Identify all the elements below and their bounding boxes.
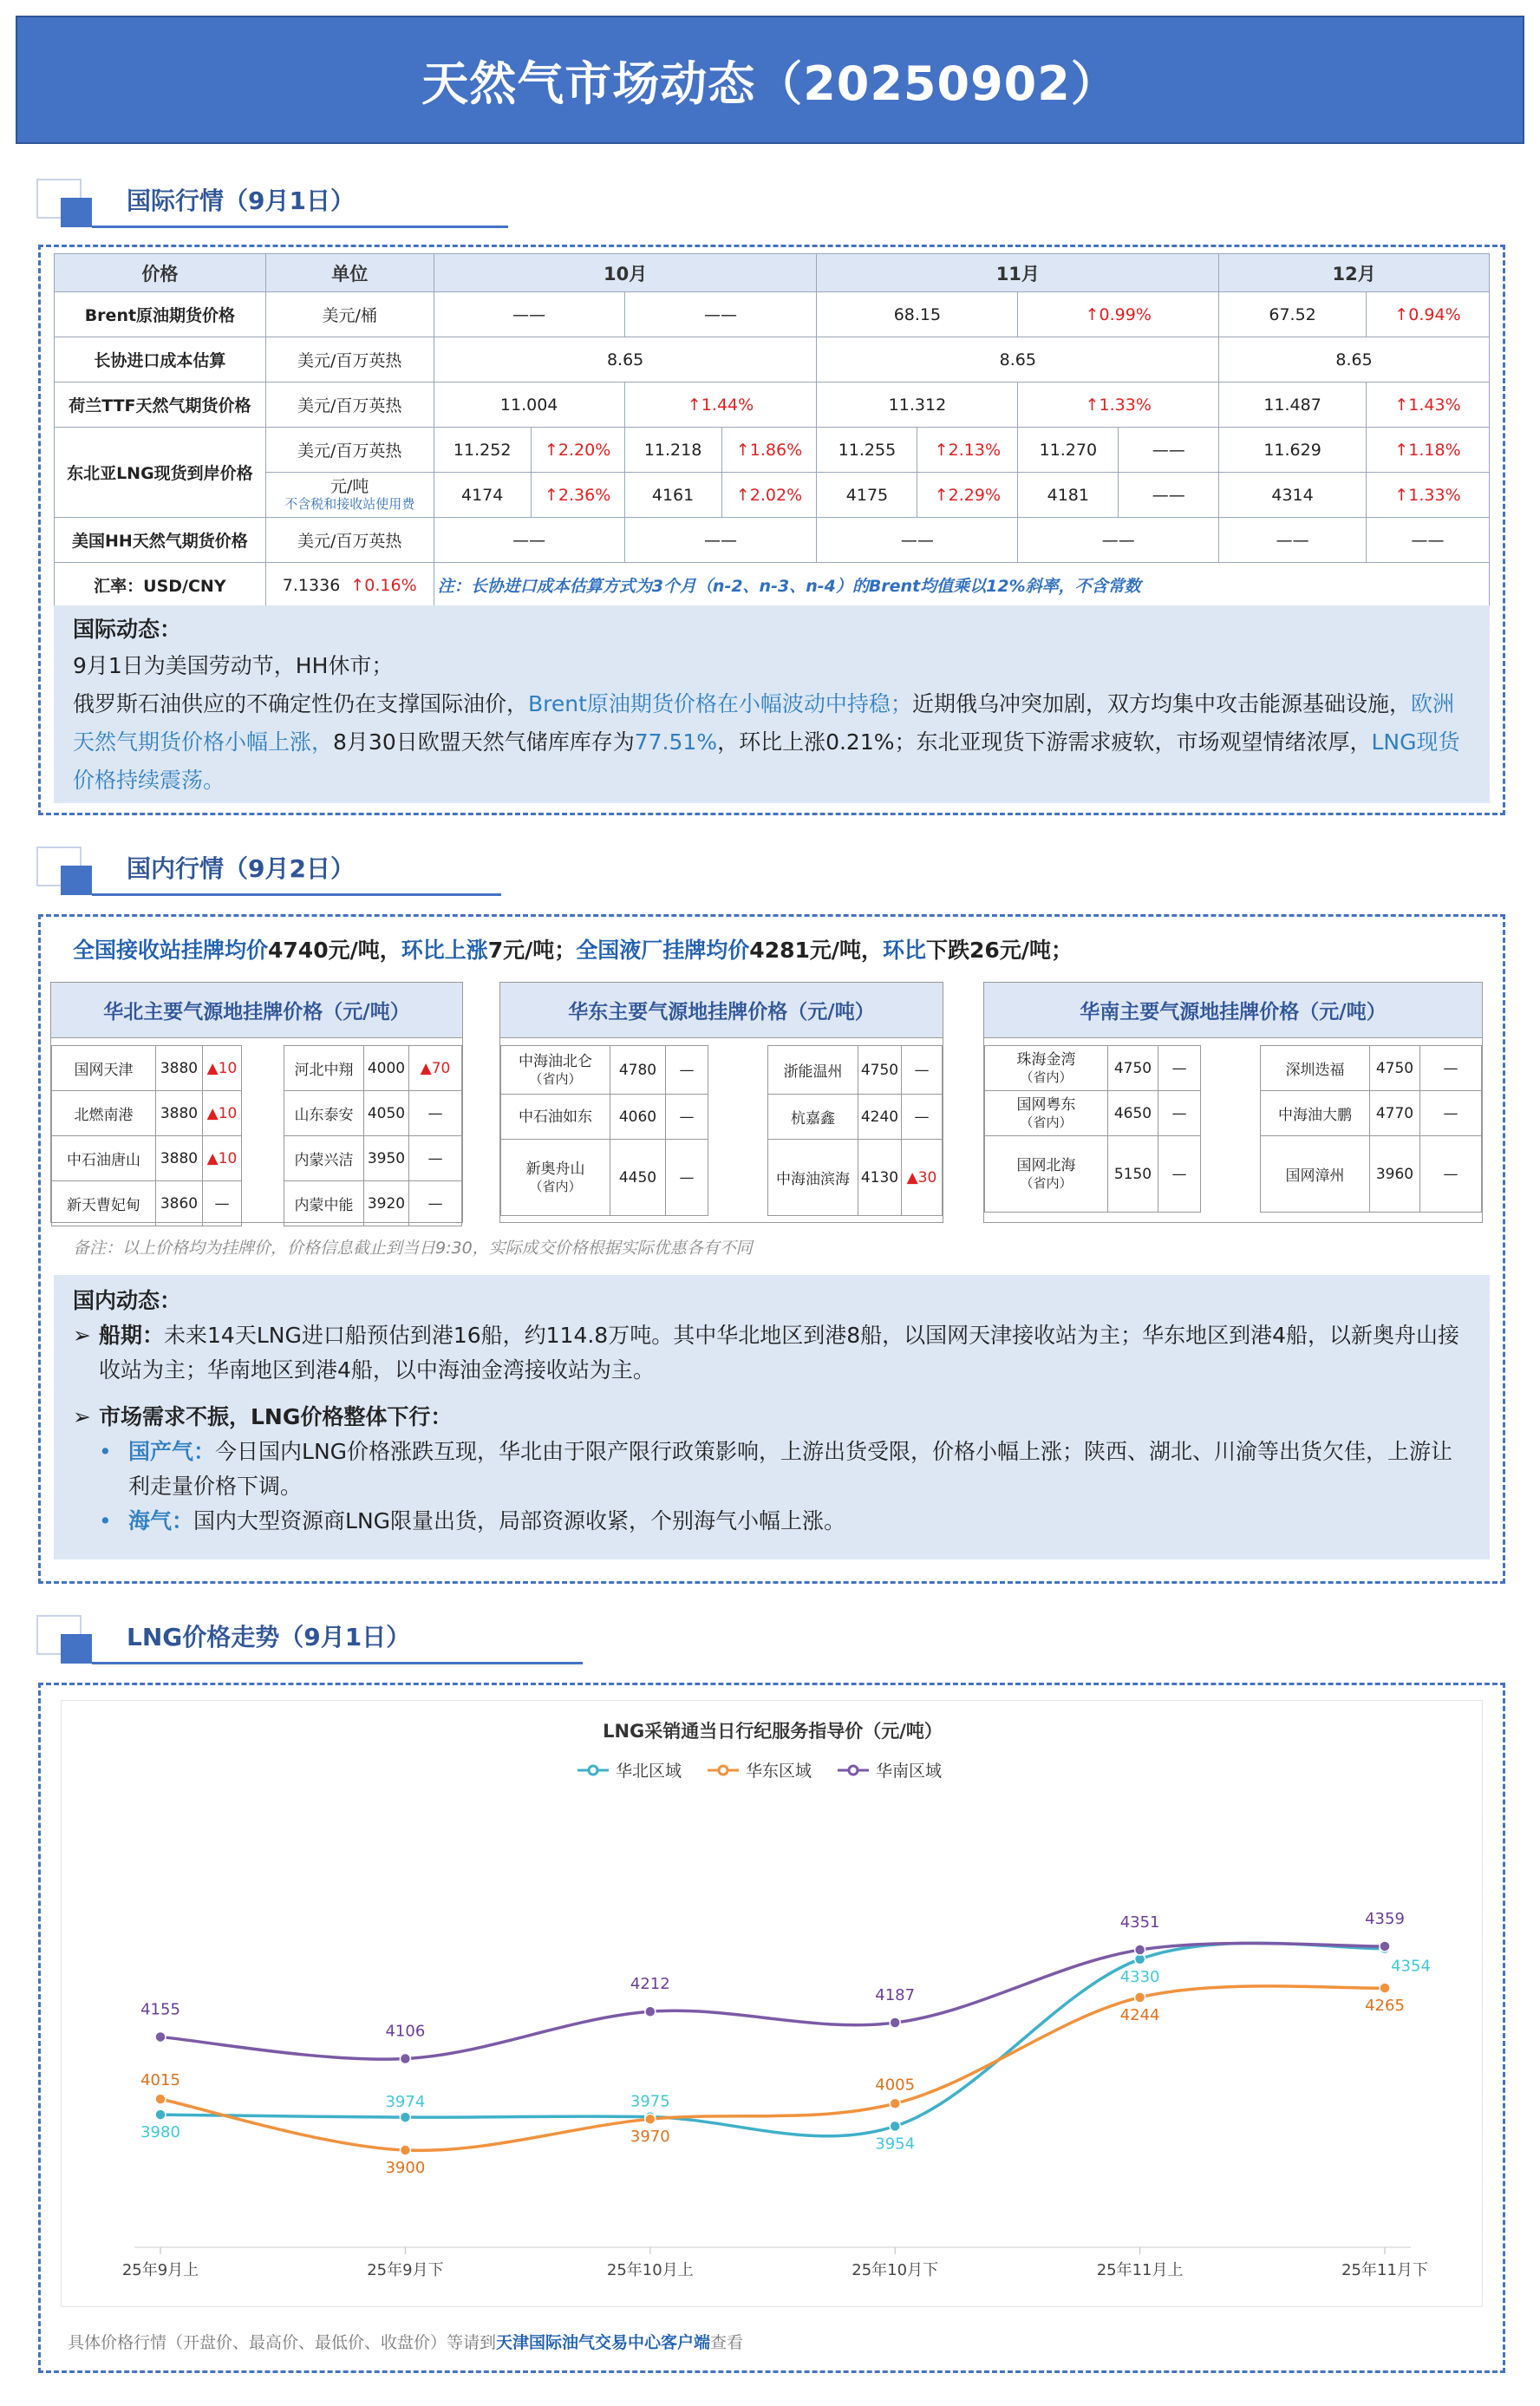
source-row — [768, 1095, 943, 1140]
source-change: — — [1158, 1136, 1201, 1213]
source-price: 4130 — [858, 1140, 902, 1216]
source-price: 4750 — [1108, 1046, 1158, 1091]
data-label: 3980 — [140, 2123, 180, 2142]
lng-price-chart — [61, 1700, 1483, 2307]
source-change: — — [1420, 1046, 1482, 1091]
source-change: — — [1420, 1091, 1482, 1136]
source-change: — — [409, 1181, 462, 1226]
source-price: 4240 — [858, 1095, 902, 1140]
legend-label: 华北区域 — [616, 1762, 682, 1781]
source-row — [501, 1095, 708, 1140]
data-point — [400, 2145, 410, 2155]
source-change: — — [902, 1046, 943, 1095]
region-north: 华北主要气源地挂牌价格（元/吨） 国网天津 3880 ▲10 北燃南港 3880 ▲10 中石油唐山 3880 ▲10 新天曹妃甸 3860 — 河北中翔 4000 ▲70 山东泰安 4050 — 内蒙兴洁 3950 — 内蒙中能 3920 — — [50, 982, 463, 1223]
series-line — [160, 1943, 1385, 2059]
x-tick-label: 25年11月上 — [1096, 2261, 1184, 2279]
source-change: — — [666, 1140, 708, 1216]
source-name: 新天曹妃甸 — [52, 1181, 156, 1226]
data-point — [1380, 1941, 1390, 1952]
data-label: 4359 — [1365, 1909, 1405, 1928]
data-label: 4005 — [875, 2076, 916, 2095]
data-point — [645, 2114, 656, 2124]
data-point — [155, 2109, 166, 2120]
data-point — [1380, 1983, 1390, 1993]
line-chart-svg — [62, 1701, 1484, 2308]
footer-note: 具体价格行情（开盘价、最高价、最低价、收盘价）等请到天津国际油气交易中心客户端查看 — [68, 2333, 744, 2352]
source-price: 4780 — [610, 1046, 666, 1095]
source-change: — — [666, 1095, 708, 1140]
source-price: 4750 — [1370, 1046, 1420, 1091]
source-name: 中石油唐山 — [52, 1136, 156, 1181]
source-change: ▲10 — [203, 1091, 242, 1136]
source-row — [985, 1046, 1201, 1091]
legend-label: 华东区域 — [746, 1762, 812, 1781]
data-label: 3974 — [385, 2093, 426, 2112]
source-row — [768, 1046, 943, 1095]
source-name: 中石油如东 — [501, 1095, 610, 1140]
x-tick-label: 25年9月下 — [367, 2261, 444, 2279]
source-name: 浙能温州 — [768, 1046, 858, 1095]
client-link[interactable]: 天津国际油气交易中心客户端 — [496, 2333, 711, 2352]
data-label: 4265 — [1365, 1997, 1405, 2016]
intl-price-table: 价格 单位 10月 11月 12月 Brent原油期货价格 美元/桶 —— —— 68.15 ↑0.99% 67.52 ↑0.94% 长协进口成本估算 美元/百万英热 8.65 8.65 8.65 荷兰TTF天然气期货价格 美元/百万英热 11.004 ↑1.44% 11.312 ↑1.33% 11.487 ↑1.43% 东北亚LNG现货到岸价格 美元/百万英热 11.252 ↑2.20% 11.218 ↑1.86% 11.255 ↑2.13% 11.270 —— 11.629 ↑1.18% 元/吨 不含税和接收站使用费 4174 ↑2.36% 4161 ↑2.02% 4175 ↑2.29% 4181 —— 4314 ↑1.33% 美国HH天然气期货价格 美元/百万英热 —— —— —— —— —— —— 汇率：USD/CNY 7.1336 ↑0.16% 注：长协进口成本估算方式为3个月（n-2、n-3、n-4）的Brent均值乘以12%斜率，不含常数 — [54, 253, 1490, 608]
source-row — [985, 1091, 1201, 1136]
source-row — [52, 1091, 242, 1136]
data-point — [645, 2006, 656, 2017]
source-name: 珠海金湾 （省内） — [985, 1046, 1108, 1091]
source-row — [1261, 1091, 1482, 1136]
source-change: — — [902, 1095, 943, 1140]
domestic-news: 国内动态： ➢ 船期：未来14天LNG进口船预估到港16船，约114.8万吨。其中华北地区到港8船，以国网天津接收站为主；华东地区到港4船，以新奥舟山接收站为主；华南地区到港4船，以中海油金湾接收站为主。 ➢ 市场需求不振，LNG价格整体下行： • 国产气：今日国内LNG价格涨跌互现，华北由于限产限行政策影响，上游出货受限，价格小幅上涨；陕西、湖北、川渝等出货欠佳，上游让利走量价格下调。 • 海气：国内大型资源商LNG限量出货，局部资源收紧，个别海气小幅上涨。 — [54, 1275, 1490, 1559]
chart-title: LNG采销通当日行纪服务指导价（元/吨） — [603, 1721, 943, 1742]
data-label: 4212 — [630, 1975, 670, 1994]
source-name: 山东泰安 — [284, 1091, 364, 1136]
source-name: 内蒙兴洁 — [284, 1136, 364, 1181]
data-point — [890, 2121, 900, 2131]
intl-news: 国际动态： 9月1日为美国劳动节，HH休市； 俄罗斯石油供应的不确定性仍在支撑国际油价，Brent原油期货价格在小幅波动中持稳；近期俄乌冲突加剧，双方均集中攻击能源基础设施，欧洲天然气期货价格小幅上涨，8月30日欧盟天然气储库库存为77.51%，环比上涨0.21%；东北亚现货下游需求疲软，市场观望情绪浓厚，LNG现货价格持续震荡。 — [54, 605, 1490, 803]
source-change: — — [409, 1136, 462, 1181]
data-label: 3900 — [385, 2159, 426, 2178]
source-price: 5150 — [1108, 1136, 1158, 1213]
x-tick-label: 25年11月下 — [1341, 2261, 1428, 2279]
domestic-summary: 全国接收站挂牌均价4740元/吨，环比上涨7元/吨；全国液厂挂牌均价4281元/吨，环比下跌26元/吨； — [73, 938, 1073, 963]
series-line — [160, 1943, 1385, 2136]
source-price: 3920 — [364, 1181, 409, 1226]
source-change: — — [1158, 1046, 1201, 1091]
source-price: 3880 — [156, 1046, 203, 1091]
data-label: 4330 — [1119, 1967, 1160, 1986]
source-name: 国网漳州 — [1261, 1136, 1370, 1213]
source-change: ▲10 — [203, 1136, 242, 1181]
source-price: 3860 — [156, 1181, 203, 1226]
data-label: 4244 — [1119, 2005, 1160, 2024]
region-south: 华南主要气源地挂牌价格（元/吨） 珠海金湾 （省内） 4750 — 国网粤东 （省内） 4650 — 国网北海 （省内） 5150 — 深圳迭福 4750 — 中海油大鹏 4770 — 国网漳州 3960 — — [983, 982, 1483, 1223]
source-change: ▲70 — [409, 1046, 462, 1091]
source-price: 4750 — [858, 1046, 902, 1095]
data-label: 3970 — [630, 2128, 670, 2147]
data-point — [1135, 1992, 1145, 2003]
source-row — [284, 1181, 462, 1226]
data-label: 4155 — [140, 2000, 180, 2019]
source-change: — — [409, 1091, 462, 1136]
source-name: 中海油大鹏 — [1261, 1091, 1370, 1136]
data-point — [890, 2017, 900, 2028]
source-row — [52, 1181, 242, 1226]
source-change: — — [666, 1046, 708, 1095]
source-price: 4060 — [610, 1095, 666, 1140]
source-name: 国网粤东 （省内） — [985, 1091, 1108, 1136]
source-row — [985, 1136, 1201, 1213]
source-row — [1261, 1046, 1482, 1091]
data-label: 4351 — [1119, 1913, 1160, 1932]
region-note: 备注：以上价格均为挂牌价，价格信息截止到当日9:30，实际成交价格根据实际优惠各有不同 — [73, 1239, 753, 1258]
source-change: ▲10 — [203, 1046, 242, 1091]
data-label: 4106 — [385, 2022, 426, 2041]
source-name: 内蒙中能 — [284, 1181, 364, 1226]
source-name: 国网北海 （省内） — [985, 1136, 1108, 1213]
source-price: 4450 — [610, 1140, 666, 1216]
data-label: 4015 — [140, 2071, 180, 2090]
legend-marker — [849, 1766, 858, 1775]
source-name: 中海油北仑 （省内） — [501, 1046, 610, 1095]
source-name: 国网天津 — [52, 1046, 156, 1091]
source-name: 中海油滨海 — [768, 1140, 858, 1216]
source-name: 河北中翔 — [284, 1046, 364, 1091]
legend-marker — [589, 1766, 597, 1775]
source-row — [501, 1140, 708, 1216]
source-price: 3880 — [156, 1091, 203, 1136]
source-price: 4050 — [364, 1091, 409, 1136]
source-row — [768, 1140, 943, 1216]
source-row — [284, 1136, 462, 1181]
data-point — [890, 2098, 900, 2109]
source-row — [284, 1091, 462, 1136]
source-price: 3960 — [1370, 1136, 1420, 1213]
source-row — [52, 1046, 242, 1091]
data-label: 4354 — [1391, 1957, 1431, 1976]
data-point — [400, 2112, 410, 2122]
data-label: 3975 — [630, 2092, 670, 2111]
source-name: 深圳迭福 — [1261, 1046, 1370, 1091]
source-price: 3880 — [156, 1136, 203, 1181]
source-price: 4770 — [1370, 1091, 1420, 1136]
source-row — [1261, 1136, 1482, 1213]
data-label: 3954 — [875, 2135, 916, 2154]
source-row — [52, 1136, 242, 1181]
series-line — [160, 1986, 1385, 2154]
page-title: 天然气市场动态（20250902） — [16, 16, 1524, 144]
data-point — [155, 2031, 166, 2042]
source-change: — — [1158, 1091, 1201, 1136]
region-east: 华东主要气源地挂牌价格（元/吨） 中海油北仑 （省内） 4780 — 中石油如东 4060 — 新奥舟山 （省内） 4450 — 浙能温州 4750 — 杭嘉鑫 4240 — 中海油滨海 4130 ▲30 — [499, 982, 943, 1223]
source-name: 北燃南港 — [52, 1091, 156, 1136]
source-change: — — [203, 1181, 242, 1226]
data-point — [1135, 1945, 1145, 1955]
source-price: 4650 — [1108, 1091, 1158, 1136]
source-name: 新奥舟山 （省内） — [501, 1140, 610, 1216]
source-row — [501, 1046, 708, 1095]
source-change: ▲30 — [902, 1140, 943, 1216]
data-point — [400, 2054, 410, 2064]
x-tick-label: 25年9月上 — [121, 2261, 199, 2279]
source-name: 杭嘉鑫 — [768, 1095, 858, 1140]
source-price: 3950 — [364, 1136, 409, 1181]
legend-label: 华南区域 — [876, 1762, 943, 1781]
data-point — [155, 2094, 166, 2104]
source-change: — — [1420, 1136, 1482, 1213]
source-row — [284, 1046, 462, 1091]
x-tick-label: 25年10月下 — [852, 2261, 939, 2279]
source-price: 4000 — [364, 1046, 409, 1091]
legend-marker — [719, 1766, 728, 1775]
data-label: 4187 — [875, 1986, 916, 2005]
x-tick-label: 25年10月上 — [606, 2261, 694, 2279]
